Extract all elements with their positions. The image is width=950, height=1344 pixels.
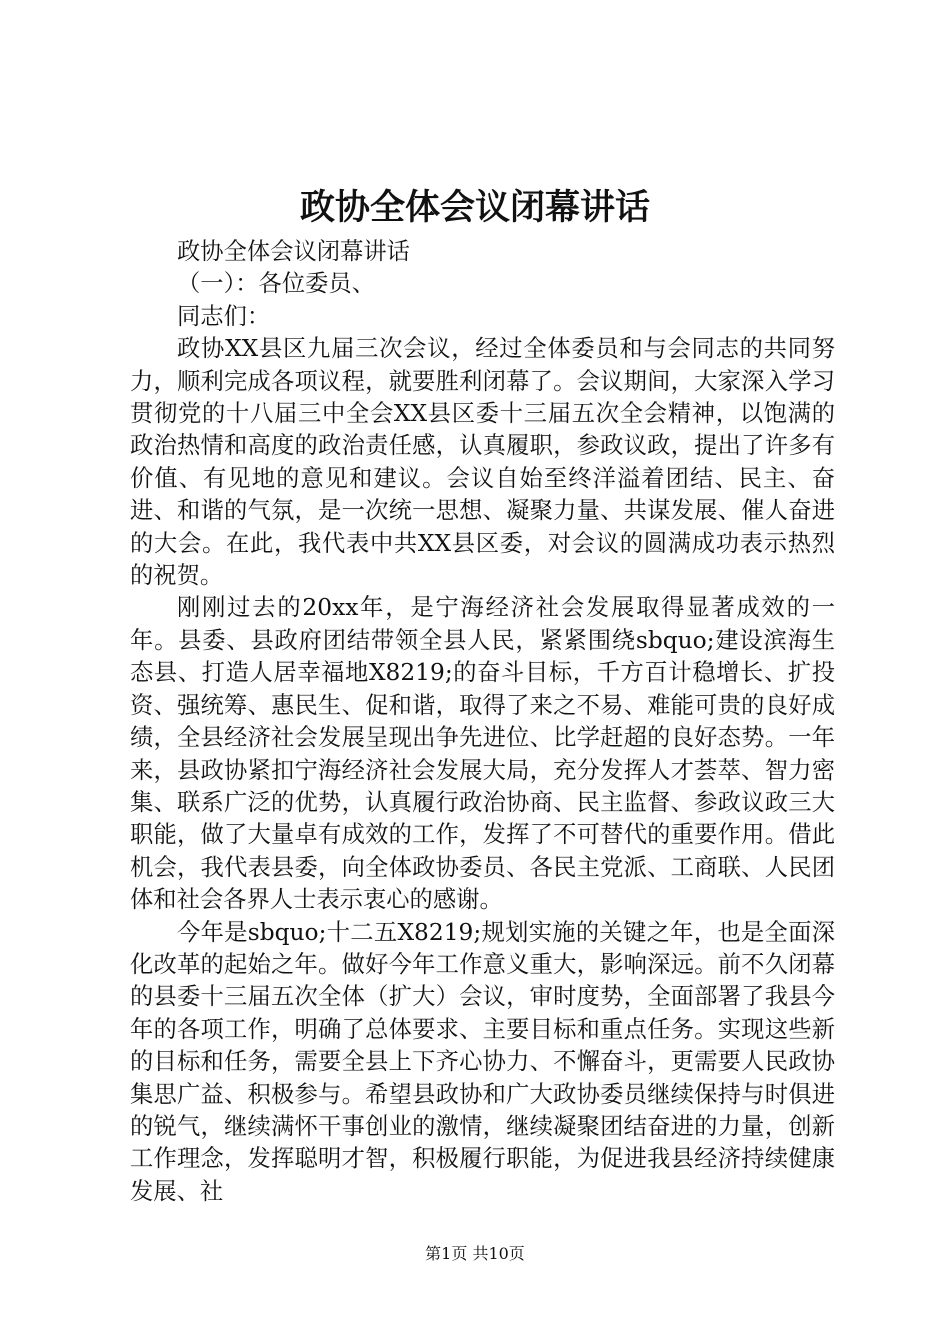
document-title: 政协全体会议闭幕讲话	[299, 187, 650, 228]
paragraph-body-1: 政协XX县区九届三次会议，经过全体委员和与会同志的共同努力，顺利完成各项议程，就要胜利闭幕了。会议期间，大家深入学习贯彻党的十八届三中全会XX县区委十三届五次全会精神，以饱满的政治热情和高度的政治责任感，认真履职，参政议政，提出了许多有价值、有见地的意见和建议。会议自始至终洋溢着团结、民主、奋进、和谐的气氛，是一次统一思想、凝聚力量、共谋发展、催人奋进的大会。在此，我代表中共XX县区委，对会议的圆满成功表示热烈的祝贺。	[130, 335, 835, 590]
paragraph-body-2: 刚刚过去的20xx年，是宁海经济社会发展取得显著成效的一年。县委、县政府团结带领全县人民，紧紧围绕sbquo;建设滨海生态县、打造人居幸福地X8219;的奋斗目标，千方百计稳增长、扩投资、强统筹、惠民生、促和谐，取得了来之不易、难能可贵的良好成绩，全县经济社会发展呈现出争先进位、比学赶超的良好态势。一年来，县政协紧扣宁海经济社会发展大局，充分发挥人才荟萃、智力密集、联系广泛的优势，认真履行政治协商、民主监督、参政议政三大职能，做了大量卓有成效的工作，发挥了不可替代的重要作用。借此机会，我代表县委，向全体政协委员、各民主党派、工商联、人民团体和社会各界人士表示衷心的感谢。	[130, 594, 835, 914]
paragraph-body-3: 今年是sbquo;十二五X8219;规划实施的关键之年，也是全面深化改革的起始之年。做好今年工作意义重大，影响深远。前不久闭幕的县委十三届五次全体（扩大）会议，审时度势，全面部署了我县今年的各项工作，明确了总体要求、主要目标和重点任务。实现这些新的目标和任务，需要全县上下齐心协力、不懈奋斗，更需要人民政协集思广益、积极参与。希望县政协和广大政协委员继续保持与时俱进的锐气，继续满怀干事创业的激情，继续凝聚团结奋进的力量，创新工作理念，发挥聪明才智，积极履行职能，为促进我县经济持续健康发展、社	[130, 918, 835, 1205]
paragraph-salutation-1: （一）：各位委员、	[177, 270, 376, 298]
document-body	[130, 236, 835, 1208]
page-number-footer: 第1页 共10页	[425, 1244, 525, 1263]
paragraph-salutation-2: 同志们：	[177, 302, 271, 330]
paragraph-subtitle: 政协全体会议闭幕讲话	[177, 238, 410, 265]
